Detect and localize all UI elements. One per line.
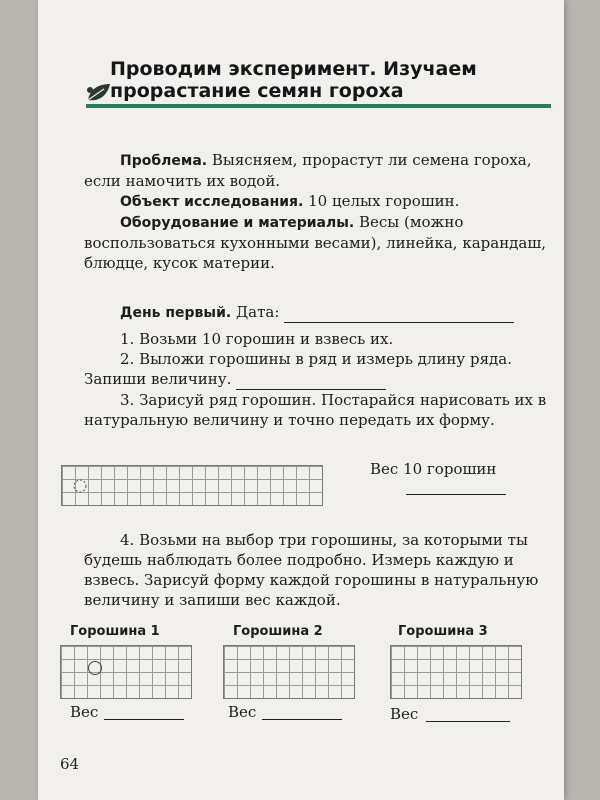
pea-3-weight-field[interactable] — [426, 705, 510, 722]
date-label: Дата: — [231, 303, 280, 321]
step-2-text: 2. Выложи горошины в ряд и измерь длину ряда. Запиши величину. — [84, 350, 513, 388]
pea-3-grid[interactable] — [390, 645, 522, 699]
object-label: Объект исследования. — [120, 194, 304, 210]
row-drawing-grid[interactable] — [61, 465, 323, 506]
problem-text: Выясняем, прорастут ли семена гороха, если намочить их водой. — [84, 151, 532, 190]
pea-2-grid[interactable] — [223, 645, 355, 699]
pea-1-weight-field[interactable] — [104, 703, 184, 720]
row-length-field[interactable] — [236, 369, 386, 390]
object-text: 10 целых горошин. — [303, 192, 460, 210]
pea-1-grid[interactable] — [60, 645, 192, 699]
pea-1-label: Горошина 1 — [70, 624, 160, 639]
day-one-label: День первый. — [120, 305, 232, 321]
weight-10-label: Вес 10 горошин — [370, 460, 497, 478]
workbook-page — [38, 0, 564, 800]
pea-3-label: Горошина 3 — [398, 624, 488, 639]
intro-section — [84, 150, 554, 273]
step-3: 3. Зарисуй ряд горошин. Постарайся нарисовать их в натуральную величину и точно передать их форму. — [84, 391, 547, 429]
title-line-1: Проводим эксперимент. Изучаем — [110, 58, 477, 80]
step-1: 1. Возьми 10 горошин и взвесь их. — [120, 330, 394, 348]
equipment-label: Оборудование и материалы. — [120, 215, 355, 231]
pea-2-weight-field[interactable] — [262, 703, 342, 720]
pea-2-label: Горошина 2 — [233, 624, 323, 639]
day-one-header — [84, 302, 554, 323]
step-4: 4. Возьми на выбор три горошины, за которыми ты будешь наблюдать более подробно. Измерь каждую и взвесь. Зарисуй форму каждой горошины в натуральную величину и запиши вес каждой. — [84, 531, 539, 609]
problem-label: Проблема. — [120, 153, 208, 169]
problem-paragraph — [84, 150, 554, 191]
page-title — [110, 58, 530, 102]
pea-3-weight-label: Вес — [390, 705, 419, 723]
step-2 — [84, 349, 554, 390]
step-4-section — [84, 530, 554, 610]
pea-1-circle-icon — [87, 660, 103, 676]
title-line-2: прорастание семян гороха — [110, 80, 404, 102]
day-one-section — [84, 302, 554, 430]
weight-10-field[interactable] — [406, 478, 506, 495]
equipment-text: Весы (можно воспользоваться кухонными весами), линейка, карандаш, блюдце, кусок материи. — [84, 213, 547, 272]
pea-1-weight-label: Вес — [70, 703, 99, 721]
page-number: 64 — [60, 755, 80, 773]
pea-2-weight-label: Вес — [228, 703, 257, 721]
equipment-paragraph — [84, 212, 554, 273]
object-paragraph — [84, 191, 554, 212]
date-field[interactable] — [284, 302, 514, 323]
pea-circle-icon — [72, 478, 88, 494]
